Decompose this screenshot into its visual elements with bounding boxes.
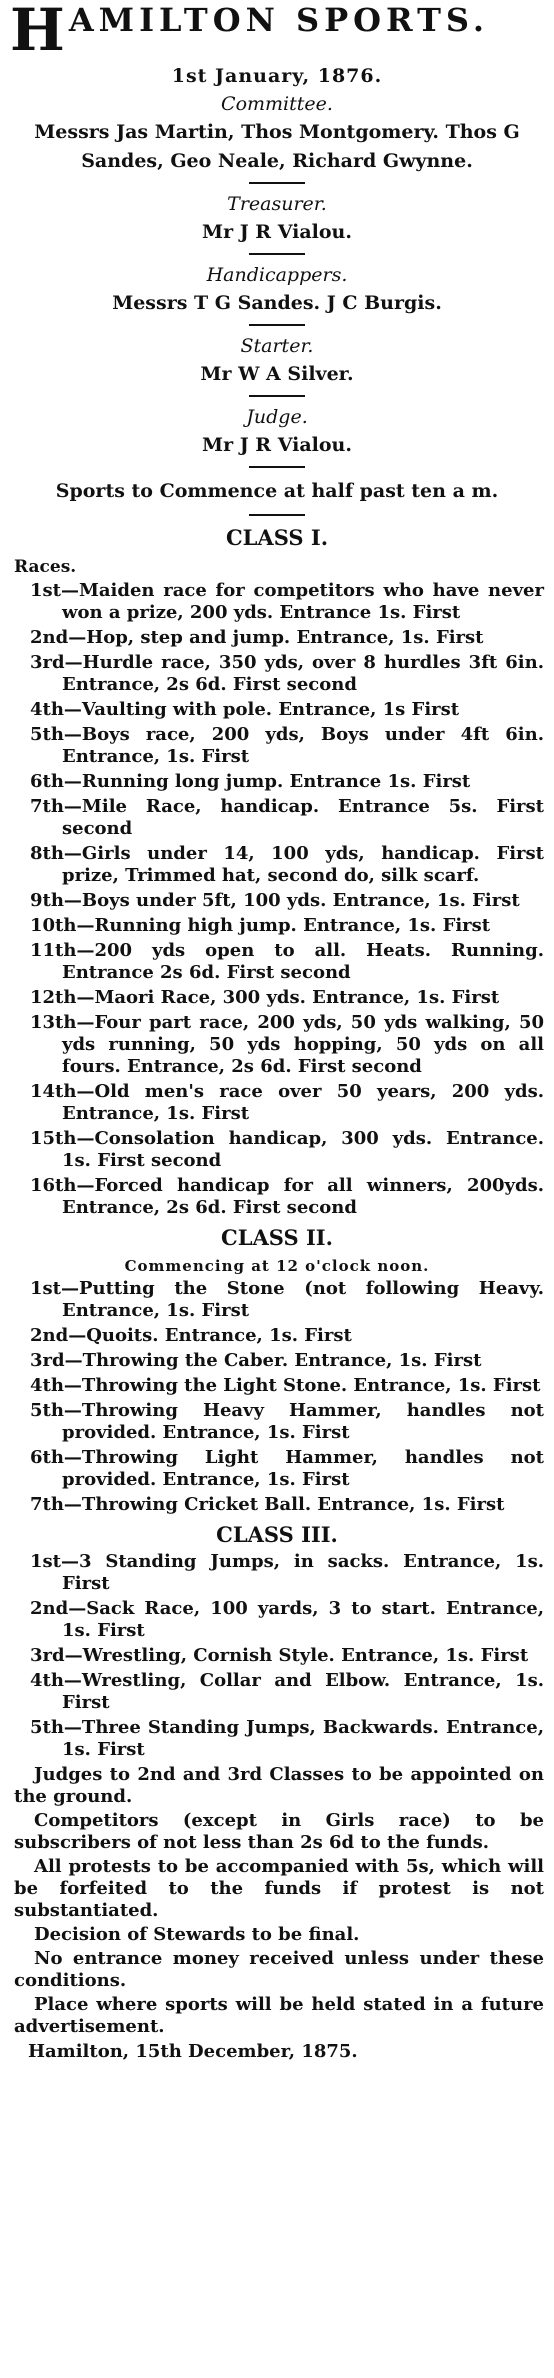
list-item: 1st—3 Standing Jumps, in sacks. Entrance, 1s. First <box>30 1551 544 1594</box>
class-1-entries <box>10 580 544 1219</box>
handicappers-names: Messrs T G Sandes. J C Burgis. <box>112 292 442 314</box>
condition-note: Place where sports will be held stated in a future advertisement. <box>14 1994 544 2037</box>
list-item: 10th—Running high jump. Entrance, 1s. First <box>30 915 491 936</box>
list-item: 3rd—Hurdle race, 350 yds, over 8 hurdles 3ft 6in. Entrance, 2s 6d. First second <box>30 652 544 695</box>
list-item: 3rd—Wrestling, Cornish Style. Entrance, 1s. First <box>30 1645 529 1666</box>
condition-note: Competitors (except in Girls race) to be subscribers of not less than 2s 6d to the funds. <box>14 1810 544 1853</box>
list-item: 5th—Throwing Heavy Hammer, handles not provided. Entrance, 1s. First <box>30 1400 544 1443</box>
handicappers-heading: Handicappers. <box>206 264 348 286</box>
list-item: 11th—200 yds open to all. Heats. Running. Entrance 2s 6d. First second <box>30 940 544 983</box>
list-item: 5th—Boys race, 200 yds, Boys under 4ft 6in. Entrance, 1s. First <box>30 724 544 767</box>
list-item: 1st—Maiden race for competitors who have never won a prize, 200 yds. Entrance 1s. First <box>30 580 544 623</box>
divider <box>249 253 305 255</box>
condition-note: Decision of Stewards to be final. <box>34 1924 360 1945</box>
list-item: 7th—Throwing Cricket Ball. Entrance, 1s. First <box>30 1494 505 1515</box>
treasurer-heading: Treasurer. <box>227 193 327 215</box>
judge-heading: Judge. <box>246 406 308 428</box>
condition-note: All protests to be accompanied with 5s, which will be forfeited to the funds if protest is not substantiated. <box>14 1856 544 1921</box>
class-1-title: CLASS I. <box>225 525 329 550</box>
list-item: 4th—Throwing the Light Stone. Entrance, 1s. First <box>30 1375 541 1396</box>
list-item: 9th—Boys under 5ft, 100 yds. Entrance, 1s. First <box>30 890 520 911</box>
divider <box>249 182 305 184</box>
list-item: 5th—Three Standing Jumps, Backwards. Entrance, 1s. First <box>30 1717 544 1760</box>
class-3-title: CLASS III. <box>216 1522 338 1547</box>
list-item: 2nd—Hop, step and jump. Entrance, 1s. First <box>30 627 484 648</box>
class-2-entries <box>10 1278 544 1516</box>
divider <box>249 324 305 326</box>
divider <box>249 466 305 468</box>
conditions <box>10 1764 544 2038</box>
list-item: 8th—Girls under 14, 100 yds, handicap. First prize, Trimmed hat, second do, silk scarf. <box>30 843 544 886</box>
committee-heading: Committee. <box>221 93 333 115</box>
class-2-subtitle: Commencing at 12 o'clock noon. <box>124 1257 430 1275</box>
signoff: Hamilton, 15th December, 1875. <box>28 2041 358 2062</box>
list-item: 4th—Vaulting with pole. Entrance, 1s First <box>30 699 460 720</box>
condition-note: No entrance money received unless under these conditions. <box>14 1948 544 1991</box>
list-item: 6th—Running long jump. Entrance 1s. First <box>30 771 471 792</box>
list-item: 14th—Old men's race over 50 years, 200 yds. Entrance, 1s. First <box>30 1081 544 1124</box>
class-2-title: CLASS II. <box>221 1225 333 1250</box>
headline-initial: H <box>10 0 69 64</box>
list-item: 4th—Wrestling, Collar and Elbow. Entrance, 1s. First <box>30 1670 544 1713</box>
treasurer-name: Mr J R Vialou. <box>202 221 352 243</box>
divider <box>249 514 305 516</box>
list-item: 6th—Throwing Light Hammer, handles not provided. Entrance, 1s. First <box>30 1447 544 1490</box>
headline-title: AMILTON SPORTS. <box>68 1 489 39</box>
starter-name: Mr W A Silver. <box>200 363 354 385</box>
event-date: 1st January, 1876. <box>171 65 383 87</box>
list-item: 13th—Four part race, 200 yds, 50 yds walking, 50 yds running, 50 yds hopping, 50 yds on all fours. Entrance, 2s 6d. First second <box>30 1012 544 1077</box>
list-item: 3rd—Throwing the Caber. Entrance, 1s. First <box>30 1350 482 1371</box>
list-item: 2nd—Quoits. Entrance, 1s. First <box>30 1325 352 1346</box>
list-item: 12th—Maori Race, 300 yds. Entrance, 1s. First <box>30 987 500 1008</box>
starter-heading: Starter. <box>240 335 314 357</box>
list-item: 2nd—Sack Race, 100 yards, 3 to start. Entrance, 1s. First <box>30 1598 544 1641</box>
divider <box>249 395 305 397</box>
committee-names: Messrs Jas Martin, Thos Montgomery. Thos G Sandes, Geo Neale, Richard Gwynne. <box>34 121 520 172</box>
class-3-entries <box>10 1551 544 1761</box>
list-item: 16th—Forced handicap for all winners, 200yds. Entrance, 2s 6d. First second <box>30 1175 544 1218</box>
headline <box>10 0 544 64</box>
commencement-notice: Sports to Commence at half past ten a m. <box>55 480 499 502</box>
list-item: 15th—Consolation handicap, 300 yds. Entrance. 1s. First second <box>30 1128 544 1171</box>
races-label: Races. <box>14 557 77 577</box>
list-item: 1st—Putting the Stone (not following Heavy. Entrance, 1s. First <box>30 1278 544 1321</box>
condition-note: Judges to 2nd and 3rd Classes to be appointed on the ground. <box>14 1764 544 1807</box>
judge-name: Mr J R Vialou. <box>202 434 352 456</box>
list-item: 7th—Mile Race, handicap. Entrance 5s. First second <box>30 796 544 839</box>
